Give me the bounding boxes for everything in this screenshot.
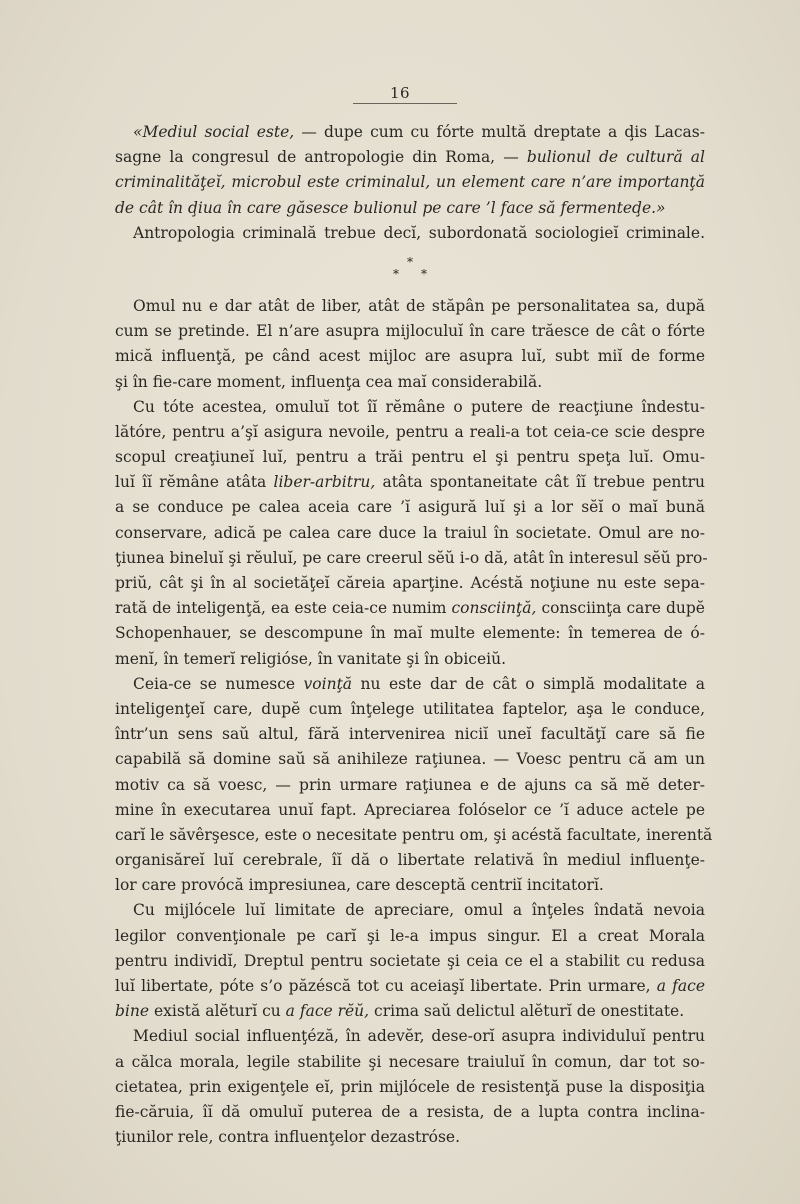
text-run: şi în fie-care moment, influenţa cea maĭ considerabilă. bbox=[115, 372, 543, 391]
text-line bbox=[115, 546, 708, 571]
text-line bbox=[115, 773, 705, 798]
italic-text: voinţă bbox=[303, 674, 353, 693]
text-run: a călca morala, legile stabilite şi necesare traiuluĭ în comun, dar tot so- bbox=[115, 1052, 705, 1071]
text-line bbox=[115, 1075, 705, 1100]
text-line bbox=[115, 370, 705, 395]
italic-text: liber-arbitru, bbox=[273, 473, 376, 492]
text-run: pentru individĭ, Dreptul pentru societate şi ceia ce el a stabilit cu redusa bbox=[115, 951, 705, 970]
text-run: ţiunea bineluĭ şi rĕuluĭ, pe care creerul sĕŭ i-o dă, atât în interesul sĕŭ pro- bbox=[115, 548, 708, 567]
italic-text: criminalităţeĭ, microbul este criminalul, un element care n’are importanţă bbox=[115, 173, 705, 192]
text-run: Schopenhauer, se descompune în maĭ multe elemente: în temerea de ó- bbox=[115, 624, 705, 643]
text-run: Antropologia criminală trebue decĭ, subordonată sociologieĭ criminale. bbox=[133, 223, 705, 242]
text-run: mică influenţă, pe când acest mijloc are asupra luĭ, subt miĭ de forme bbox=[115, 347, 705, 366]
italic-text: bine bbox=[115, 1002, 150, 1021]
text-line bbox=[115, 1125, 705, 1150]
text-line bbox=[115, 571, 705, 596]
text-run: mine în executarea unuĭ fapt. Apreciarea folóselor ce ’ĭ aduce actele pe bbox=[115, 800, 705, 819]
text-run: conservare, adică pe calea care duce la traiul în societate. Omul are no- bbox=[115, 523, 705, 542]
text-run: cum se pretinde. El n’are asupra mijloculuĭ în care trăesce de cât o fórte bbox=[115, 322, 705, 341]
text-line bbox=[115, 672, 705, 697]
text-run: luĭ libertate, póte s’o păzéscă tot cu aceiaşĭ libertate. Prin urmare, bbox=[115, 977, 657, 995]
italic-text: consciinţă, bbox=[451, 599, 537, 618]
asterisk-pair: ** bbox=[393, 266, 449, 281]
text-run: lor care provócă impresiunea, care desceptă centriĭ incitatorĭ. bbox=[115, 876, 604, 895]
text-line bbox=[115, 848, 705, 873]
text-run: legilor convenţionale pe carĭ şi le-a impus singur. El a creat Morala bbox=[115, 926, 705, 945]
text-line bbox=[115, 445, 705, 470]
italic-text: de cât în ḑiua în care găsesce bulionul pe care ’l face să fermenteḑe.» bbox=[115, 198, 666, 217]
text-run: există alĕturĭ cu bbox=[149, 1002, 286, 1021]
text-run: scopul creaţiuneĭ luĭ, pentru a trăi pentru el şi pentru speţa luĭ. Omu- bbox=[115, 448, 705, 467]
text-run: fie-căruia, îĭ dă omuluĭ puterea de a resista, de a lupta contra inclina- bbox=[115, 1102, 705, 1121]
text-line bbox=[115, 196, 705, 221]
italic-text: a face bbox=[656, 977, 705, 995]
text-line bbox=[115, 974, 705, 999]
text-run: carĭ le săvêrşesce, este o necesitate pentru om, şi acéstă facultate, inerentă bbox=[115, 825, 713, 844]
text-line bbox=[115, 596, 705, 621]
text-run: lătóre, pentru a’şĭ asigura nevoile, pentru a reali-a tot ceia-ce scie despre bbox=[115, 422, 705, 441]
text-line bbox=[115, 949, 705, 974]
page-number: 16 bbox=[389, 84, 411, 102]
text-line bbox=[115, 898, 705, 923]
text-line bbox=[115, 344, 705, 369]
text-line bbox=[115, 1024, 705, 1049]
text-run: consciinţa care dupĕ bbox=[536, 599, 705, 618]
text-line bbox=[115, 798, 705, 823]
text-run: rată de inteligenţă, ea este ceia-ce numim bbox=[115, 599, 452, 618]
text-line bbox=[115, 294, 705, 319]
text-line bbox=[115, 395, 705, 420]
italic-text: a face rĕŭ, bbox=[285, 1002, 370, 1021]
text-run: într’un sens saŭ altul, fără intervenirea niciĭ uneĭ facultăţĭ care să fie bbox=[115, 725, 705, 744]
text-line bbox=[115, 924, 705, 949]
text-line bbox=[115, 120, 705, 145]
text-line bbox=[115, 521, 705, 546]
section-separator bbox=[115, 246, 705, 294]
text-run: luĭ îĭ rĕmâne atâta bbox=[115, 473, 274, 492]
text-run: crima saŭ delictul alĕturĭ de onestitate. bbox=[369, 1002, 685, 1021]
text-line bbox=[115, 999, 705, 1024]
text-run: Ceia-ce se numesce bbox=[133, 674, 304, 693]
header-rule bbox=[353, 103, 457, 104]
text-run: Omul nu e dar atât de liber, atât de stăpân pe personalitatea sa, după bbox=[133, 296, 705, 315]
text-line bbox=[115, 697, 705, 722]
text-line bbox=[115, 495, 705, 520]
text-line bbox=[115, 722, 705, 747]
text-run: Cu mijlócele luĭ limitate de apreciare, omul a înţeles îndată nevoia bbox=[133, 901, 705, 920]
text-line bbox=[115, 170, 705, 195]
text-run: sagne la congresul de antropologie din Roma, — bbox=[115, 148, 527, 167]
text-line bbox=[115, 145, 705, 170]
text-run: Mediul social influenţéză, în adevĕr, dese-orĭ asupra individuluĭ pentru bbox=[133, 1027, 705, 1046]
text-line bbox=[115, 470, 705, 495]
text-line bbox=[115, 823, 713, 848]
italic-text: «Mediul social este, bbox=[133, 123, 295, 141]
asterisk: * bbox=[407, 254, 413, 269]
text-run: nu este dar de cât o simplă modalitate a bbox=[352, 674, 705, 693]
text-run: ţiunilor rele, contra influenţelor dezastróse. bbox=[115, 1128, 461, 1147]
text-line bbox=[115, 420, 705, 445]
text-line bbox=[115, 621, 705, 646]
text-line bbox=[115, 1050, 705, 1075]
text-line bbox=[115, 747, 705, 772]
text-run: inteligenţeĭ care, dupĕ cum înţelege utilitatea faptelor, aşa le conduce, bbox=[115, 699, 705, 718]
text-line bbox=[115, 319, 705, 344]
text-line bbox=[115, 647, 705, 672]
text-run: capabilă să domine saŭ să anihileze raţiunea. — Voesc pentru că am un bbox=[115, 750, 705, 769]
text-run: Cu tóte acestea, omuluĭ tot îĭ rĕmâne o putere de reacţiune îndestu- bbox=[133, 397, 705, 416]
body-text bbox=[115, 120, 713, 1150]
text-run: priŭ, cât şi în al societăţeĭ căreia aparţine. Acéstă noţiune nu este sepa- bbox=[115, 574, 705, 592]
text-run: menĭ, în temerĭ religióse, în vanitate şi în obiceiŭ. bbox=[115, 649, 507, 668]
italic-text: bulionul de cultură al bbox=[526, 148, 705, 167]
text-line bbox=[115, 221, 705, 246]
text-run: motiv ca să voesc, — prin urmare raţiunea e de ajuns ca să mĕ deter- bbox=[115, 775, 705, 794]
text-run: atâta spontaneitate cât îĭ trebue pentru bbox=[375, 473, 705, 492]
text-run: — dupe cum cu fórte multă dreptate a ḑis Lacas- bbox=[294, 123, 705, 141]
text-run: cietatea, prin exigenţele eĭ, prin mijlócele de resistenţă puse la disposiţia bbox=[115, 1077, 705, 1096]
text-run: a se conduce pe calea aceia care ’ĭ asigură luĭ şi a lor sĕĭ o maĭ bună bbox=[115, 498, 705, 517]
text-line bbox=[115, 1100, 705, 1125]
text-line bbox=[115, 873, 705, 898]
text-run: organisăreĭ luĭ cerebrale, îĭ dă o libertate relativă în mediul influenţe- bbox=[115, 851, 705, 870]
